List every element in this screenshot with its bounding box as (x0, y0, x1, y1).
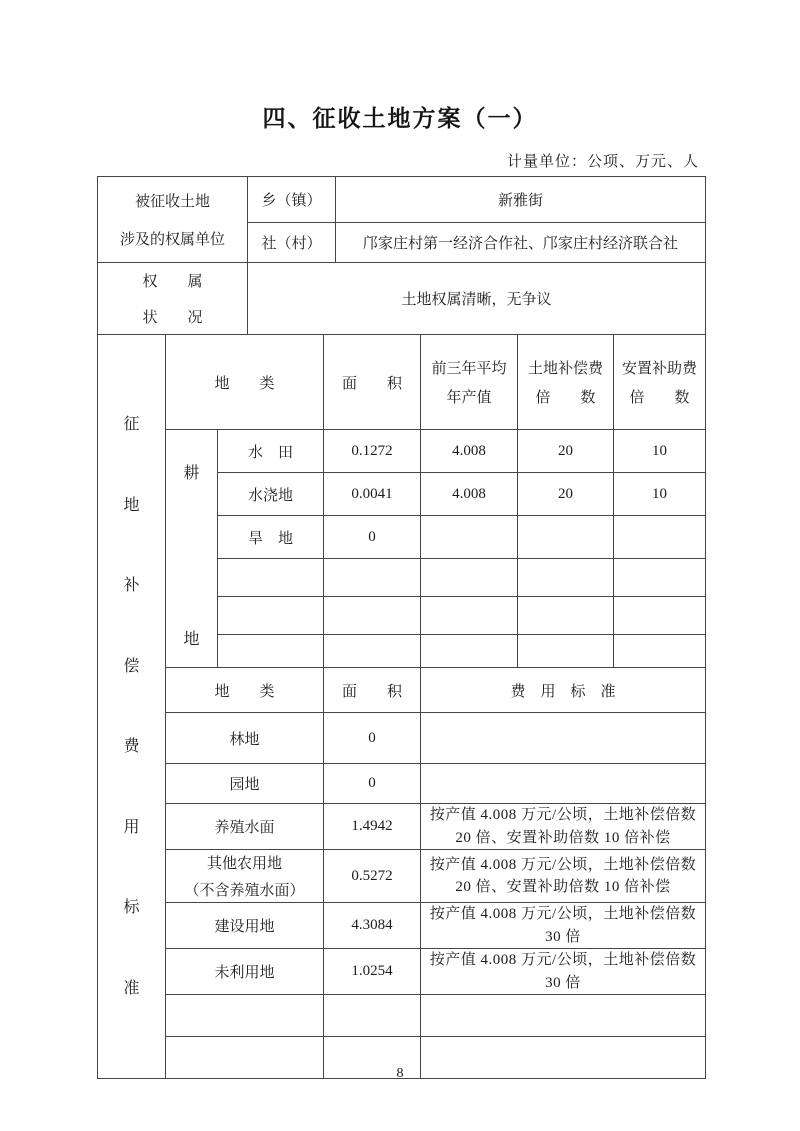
land-acquisition-table (97, 176, 705, 1079)
empty-cell (324, 597, 421, 635)
area-cell: 0 (324, 516, 421, 559)
empty-cell (614, 597, 706, 635)
table-row (98, 713, 706, 764)
header-land-comp-multiple (518, 335, 614, 430)
header-resettlement-line1: 安置补助费 (622, 361, 698, 377)
comp-multiple-cell (518, 516, 614, 559)
header2-area: 面 积 (324, 668, 421, 713)
area-cell: 1.0254 (324, 949, 421, 995)
ownership-units-label-line2: 涉及的权属单位 (119, 232, 225, 248)
empty-cell (518, 635, 614, 668)
comp-multiple-cell: 20 (518, 473, 614, 516)
compensation-section (97, 334, 706, 1079)
township-value-cell: 新雅街 (336, 177, 706, 223)
tenure-status-label-line2: 状 况 (142, 310, 203, 326)
header-annual-output-line1: 前三年平均 (431, 361, 507, 377)
empty-cell (166, 995, 324, 1037)
land-type-line1: 其他农用地 (207, 856, 283, 872)
output-cell (421, 516, 518, 559)
land-type-cell (166, 850, 324, 903)
group-label-char: 耕 (183, 465, 200, 482)
fee-standard-cell: 按产值 4.008 万元/公顷，土地补偿倍数 30 倍 (421, 903, 706, 949)
header-annual-output (421, 335, 518, 430)
header2-fee-standard: 费 用 标 准 (421, 668, 706, 713)
fee-standard-cell (421, 713, 706, 764)
header-land-type: 地 类 (166, 335, 324, 430)
fee-standard-cell (421, 764, 706, 804)
empty-cell (324, 995, 421, 1037)
header-area: 面 积 (324, 335, 421, 430)
group-label-char: 地 (183, 631, 200, 648)
resettle-multiple-cell: 10 (614, 430, 706, 473)
side-label-char: 费 (123, 738, 140, 756)
fee-standard-cell: 按产值 4.008 万元/公顷，土地补偿倍数 20 倍、安置补助倍数 10 倍补偿 (421, 850, 706, 903)
empty-cell (518, 559, 614, 597)
land-type-cell: 林地 (166, 713, 324, 764)
side-label-char: 偿 (123, 657, 140, 675)
table-row (98, 263, 706, 335)
table-header-row (98, 335, 706, 430)
tenure-status-label-cell (98, 263, 248, 335)
empty-cell (324, 559, 421, 597)
output-cell: 4.008 (421, 473, 518, 516)
empty-cell (421, 995, 706, 1037)
comp-multiple-cell: 20 (518, 430, 614, 473)
township-label-cell: 乡（镇） (248, 177, 336, 223)
empty-cell (218, 635, 324, 668)
header-resettlement-line2: 倍 数 (629, 390, 690, 406)
table-row (98, 949, 706, 995)
empty-cell (518, 597, 614, 635)
empty-cell (218, 559, 324, 597)
ownership-section (97, 176, 706, 335)
area-cell: 0.1272 (324, 430, 421, 473)
land-type-cell: 水浇地 (218, 473, 324, 516)
ownership-units-label-line1: 被征收土地 (134, 194, 210, 210)
header2-land-type: 地 类 (166, 668, 324, 713)
header-resettlement-multiple (614, 335, 706, 430)
empty-cell (324, 635, 421, 668)
area-cell: 0.0041 (324, 473, 421, 516)
land-type-cell: 未利用地 (166, 949, 324, 995)
tenure-status-label-line1: 权 属 (142, 274, 203, 290)
village-value-cell: 邝家庄村第一经济合作社、邝家庄村经济联合社 (336, 223, 706, 263)
compensation-side-label (98, 335, 165, 1078)
empty-cell (421, 559, 518, 597)
land-type-cell: 建设用地 (166, 903, 324, 949)
area-cell: 4.3084 (324, 903, 421, 949)
table-row (98, 764, 706, 804)
table-row (98, 430, 706, 473)
header-annual-output-line2: 年产值 (446, 390, 492, 406)
table-row (98, 177, 706, 223)
table-row (98, 903, 706, 949)
empty-cell (614, 635, 706, 668)
side-label-char: 地 (123, 496, 140, 514)
table-row (98, 850, 706, 903)
area-cell: 1.4942 (324, 804, 421, 850)
fee-standard-cell: 按产值 4.008 万元/公顷，土地补偿倍数 20 倍、安置补助倍数 10 倍补偿 (421, 804, 706, 850)
compensation-side-label-cell (98, 335, 166, 1079)
page-number: 8 (396, 1066, 404, 1081)
output-cell: 4.008 (421, 430, 518, 473)
header-land-comp-line2: 倍 数 (535, 390, 596, 406)
area-cell: 0.5272 (324, 850, 421, 903)
side-label-char: 准 (123, 979, 140, 997)
village-label-cell: 社（村） (248, 223, 336, 263)
resettle-multiple-cell: 10 (614, 473, 706, 516)
header-land-comp-line1: 土地补偿费 (528, 361, 604, 377)
table-row (98, 995, 706, 1037)
land-type-line2: （不含养殖水面） (184, 883, 305, 899)
empty-cell (218, 597, 324, 635)
land-type-cell: 养殖水面 (166, 804, 324, 850)
table-header-row (98, 668, 706, 713)
land-type-cell: 水 田 (218, 430, 324, 473)
side-label-char: 用 (123, 818, 140, 836)
land-type-cell: 旱 地 (218, 516, 324, 559)
cultivated-land-group-cell (166, 430, 218, 668)
page-title: 四、征收土地方案（一） (262, 105, 538, 131)
side-label-char: 标 (123, 899, 140, 917)
table-row (98, 804, 706, 850)
area-cell: 0 (324, 764, 421, 804)
fee-standard-cell: 按产值 4.008 万元/公顷，土地补偿倍数 30 倍 (421, 949, 706, 995)
empty-cell (421, 635, 518, 668)
cultivated-land-group-label (166, 430, 217, 667)
resettle-multiple-cell (614, 516, 706, 559)
tenure-status-value-cell: 土地权属清晰，无争议 (248, 263, 706, 335)
side-label-char: 征 (123, 416, 140, 433)
side-label-char: 补 (123, 577, 140, 595)
area-cell: 0 (324, 713, 421, 764)
empty-cell (421, 597, 518, 635)
unit-note: 计量单位：公项、万元、人 (506, 154, 699, 170)
ownership-units-label-cell (98, 177, 248, 263)
land-type-cell: 园地 (166, 764, 324, 804)
empty-cell (614, 559, 706, 597)
